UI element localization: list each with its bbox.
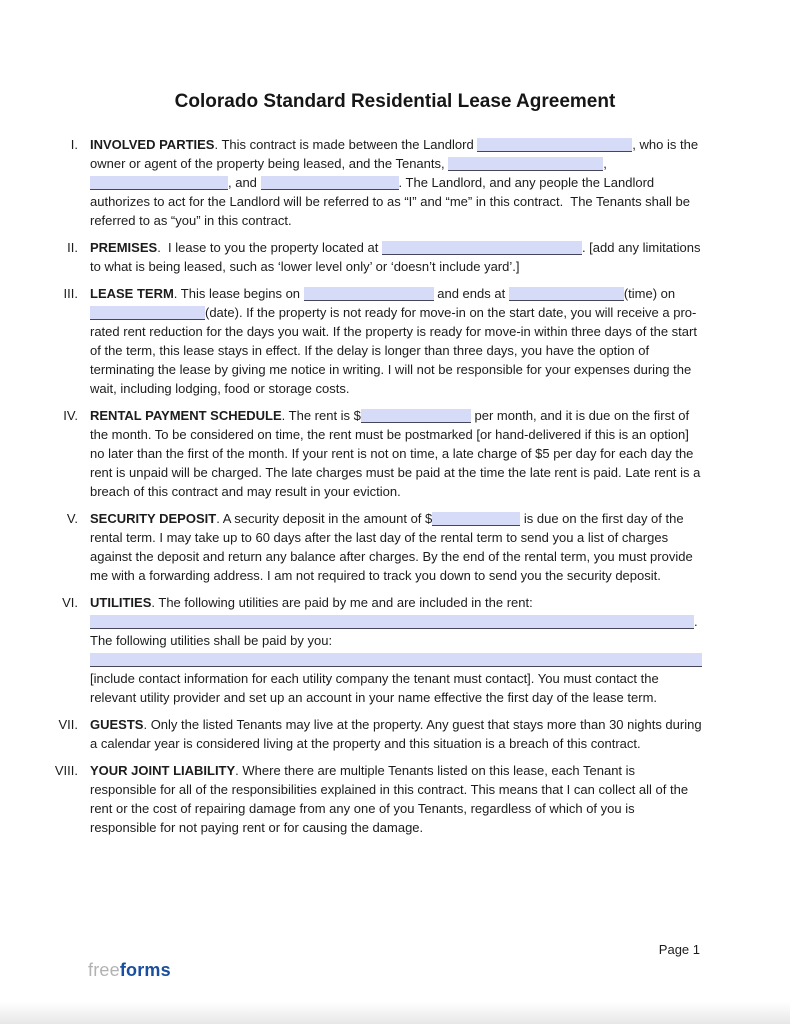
section-body: LEASE TERM. This lease begins on and ends at (time) on (date). If the property is not ready for move-in on the start date, you will receive a pro-rated rent reduction for the days you wait. If the property is ready for move-in within three days of the start of the term, this lease stays in effect. If the delay is longer than three days, you have the option of terminating the lease by giving me notice in writing. I will not be responsible for your expenses during the wait, including lodging, food or storage costs. xyxy=(90,286,697,396)
section-lease-term xyxy=(0,284,790,398)
section-numeral: VI. xyxy=(62,595,78,610)
section-numeral: IV. xyxy=(63,408,78,423)
section-body: RENTAL PAYMENT SCHEDULE. The rent is $ per month, and it is due on the first of the month. To be considered on time, the rent must be postmarked [or hand-delivered if this is an option] no later than the first of the month. If your rent is not on time, a late charge of $5 per day for each day the rent is unpaid will be charged. The late charges must be paid at the time the late rent is paid. Late rent is a breach of this contract and may result in your eviction. xyxy=(90,408,701,499)
section-numeral: II. xyxy=(67,240,78,255)
field-monthly-rent-amount[interactable] xyxy=(361,409,471,423)
page-number: Page 1 xyxy=(658,942,700,957)
section-rental-payment-schedule xyxy=(0,406,790,501)
section-body: UTILITIES. The following utilities are paid by me and are included in the rent: . The following utilities shall be paid by you: [include contact information for each utility company the tenant must contact]. You must contact the relevant utility provider and set up an account in your name effective the first day of the lease term. xyxy=(90,593,702,707)
logo-free-text: free xyxy=(88,960,120,980)
section-your-joint-liability xyxy=(0,761,790,837)
field-lease-end-time[interactable] xyxy=(509,287,624,301)
section-body: YOUR JOINT LIABILITY. Where there are multiple Tenants listed on this lease, each Tenant is responsible for all of the responsibilities explained in this contract. This means that I can collect all of the rent or the cost of repairing damage from any one of you Tenants, regardless of which of you is responsible for not paying rent or for causing the damage. xyxy=(90,763,689,835)
field-utilities-paid-by-tenant[interactable] xyxy=(90,653,702,667)
section-heading: RENTAL PAYMENT SCHEDULE xyxy=(90,408,282,423)
section-body: SECURITY DEPOSIT. A security deposit in the amount of $ is due on the first day of the rental term. I may take up to 60 days after the last day of the rental term to send you a list of charges against the deposit and return any balance after charges. By the end of the rental term, you must provide me with a forwarding address. I am not required to track you down to send you the security deposit. xyxy=(90,511,693,583)
field-tenant-name-2[interactable] xyxy=(90,176,228,190)
field-lease-end-date[interactable] xyxy=(90,306,205,320)
section-involved-parties xyxy=(0,135,790,230)
section-heading: YOUR JOINT LIABILITY xyxy=(90,763,236,778)
field-tenant-name-1[interactable] xyxy=(448,157,603,171)
section-utilities xyxy=(0,593,790,707)
field-utilities-paid-by-landlord[interactable] xyxy=(90,615,694,629)
document-title: Colorado Standard Residential Lease Agreement xyxy=(174,91,616,112)
section-security-deposit xyxy=(0,509,790,585)
section-numeral: I. xyxy=(70,137,78,152)
section-numeral: III. xyxy=(63,286,78,301)
field-property-address[interactable] xyxy=(382,241,582,255)
sections-list xyxy=(0,135,790,837)
field-security-deposit-amount[interactable] xyxy=(432,512,520,526)
section-heading: GUESTS xyxy=(90,717,144,732)
freeforms-logo xyxy=(88,960,171,981)
section-body: PREMISES. I lease to you the property located at . [add any limitations to what is being leased, such as ‘lower level only’ or ‘doesn’t include yard’.] xyxy=(90,240,701,274)
section-numeral: V. xyxy=(66,511,78,526)
section-guests xyxy=(0,715,790,753)
section-heading: SECURITY DEPOSIT xyxy=(90,511,217,526)
section-heading: UTILITIES xyxy=(90,595,152,610)
section-numeral: VIII. xyxy=(54,763,78,778)
section-heading: PREMISES xyxy=(90,240,158,255)
field-tenant-name-3[interactable] xyxy=(261,176,399,190)
section-heading: LEASE TERM xyxy=(90,286,174,301)
section-numeral: VII. xyxy=(58,717,78,732)
logo-forms-text: forms xyxy=(119,960,171,980)
section-premises xyxy=(0,238,790,276)
section-heading: INVOLVED PARTIES xyxy=(90,137,215,152)
field-lease-start-date[interactable] xyxy=(304,287,434,301)
section-body: GUESTS. Only the listed Tenants may live at the property. Any guest that stays more than 30 nights during a calendar year is considered living at the property and this situation is a breach of this contract. xyxy=(90,717,702,751)
section-body: INVOLVED PARTIES. This contract is made between the Landlord , who is the owner or agent of the property being leased, and the Tenants, , , and . The Landlord, and any people the Landlord authorizes to act for the Landlord will be referred to as “I” and “me” in this contract. The Tenants shall be referred to as “you” in this contract. xyxy=(90,137,699,228)
field-landlord-name[interactable] xyxy=(477,138,632,152)
